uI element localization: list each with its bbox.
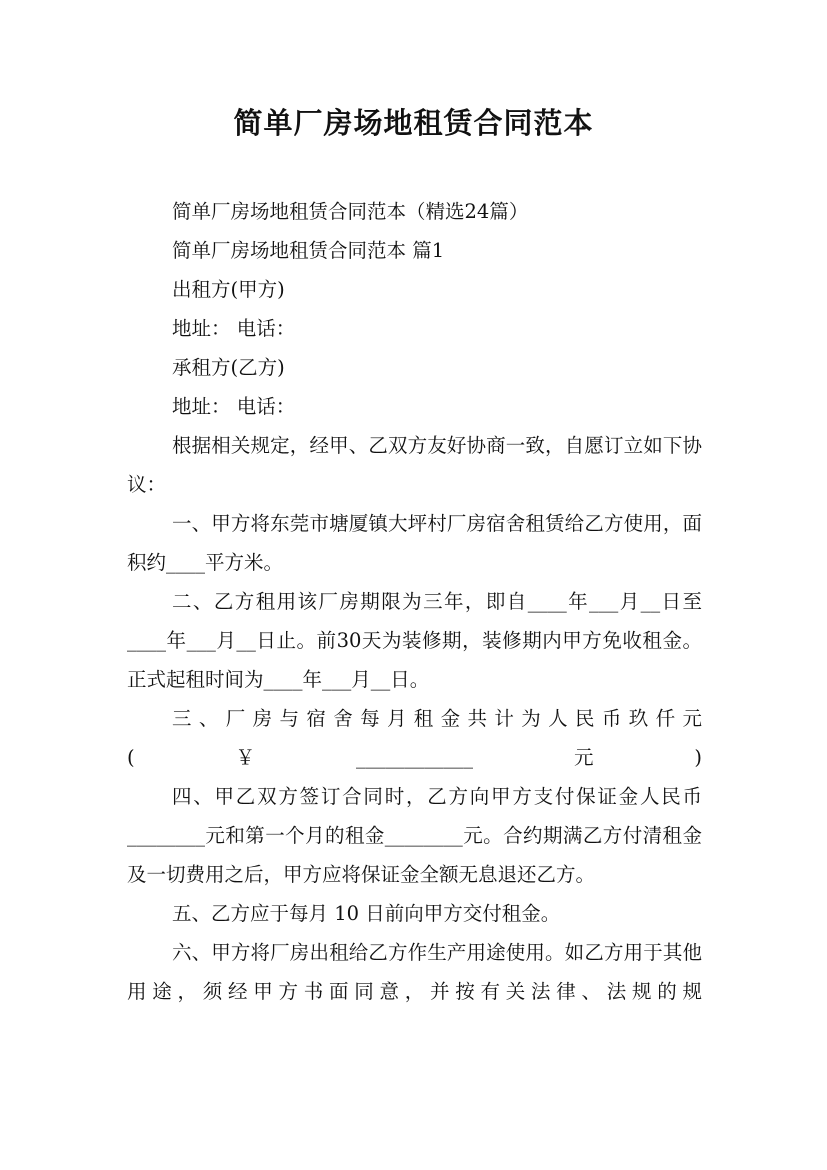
paragraph-clause-2: 二、乙方租用该厂房期限为三年，即自____年___月__日至____年___月__日止。前30天为装修期，装修期内甲方免收租金。正式起租时间为____年___月__日。: [127, 590, 702, 691]
paragraph-lessor-address: 地址： 电话：: [172, 317, 296, 340]
paragraph-lessor: 出租方(甲方): [172, 278, 285, 301]
paragraph-clause-6: 六、甲方将厂房出租给乙方作生产用途使用。如乙方用于其他用途，须经甲方书面同意，并按有关法律、法规的规: [127, 941, 702, 1003]
paragraph-preamble: 根据相关规定，经甲、乙双方友好协商一致，自愿订立如下协议：: [127, 434, 702, 496]
paragraph-lessee: 承租方(乙方): [172, 356, 285, 379]
paragraph-clause-5: 五、乙方应于每月 10 日前向甲方交付租金。: [172, 902, 561, 925]
paragraph-clause-3: 三、厂房与宿舍每月租金共计为人民币玖仟元(￥____________元): [127, 707, 702, 769]
paragraph-section-heading: 简单厂房场地租赁合同范本 篇1: [172, 239, 445, 262]
paragraph-collection-heading: 简单厂房场地租赁合同范本（精选24篇）: [172, 200, 529, 223]
paragraph-clause-1: 一、甲方将东莞市塘厦镇大坪村厂房宿舍租赁给乙方使用，面积约____平方米。: [127, 512, 702, 574]
paragraph-clause-4: 四、甲乙双方签订合同时，乙方向甲方支付保证金人民币________元和第一个月的租金________元。合约期满乙方付清租金及一切费用之后，甲方应将保证金全额无息退还乙方。: [127, 785, 702, 886]
paragraph-lessee-address: 地址： 电话：: [172, 395, 296, 418]
document-body: [127, 192, 702, 1011]
document-title: 简单厂房场地租赁合同范本: [233, 106, 594, 140]
